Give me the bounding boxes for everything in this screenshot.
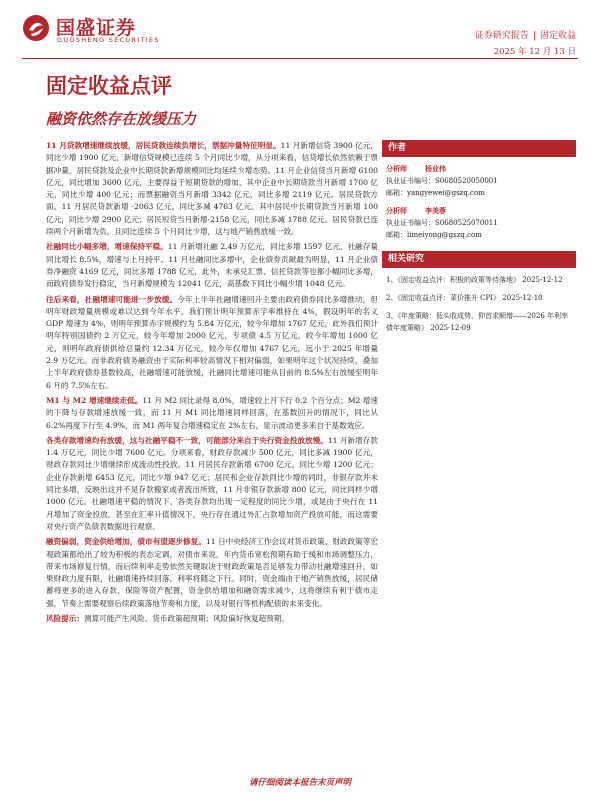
- header-separator: |: [532, 31, 536, 41]
- sidebar: [382, 140, 576, 340]
- author-email: limeiyong@gszq.com: [407, 231, 482, 239]
- report-type: 证券研究报告: [474, 31, 529, 41]
- related-date: 2025-12-09: [430, 324, 471, 332]
- paragraph-text: 11 月 M2 同比录得 8.0%，增速较上月下行 0.2 个百分点；M2 增速的下降与存款增速放缓一致，而 11 月 M1 同比增速同样回落，在基数回升的情况下，同比从 6.2%再度下行至 4.9%，而 M1 两年复合增速稳定在 2%左右，显示波动更多来自于基数效应。: [46, 395, 379, 430]
- paragraph-lead: M1 与 M2 增速继续走低。: [46, 395, 143, 405]
- report-date: 2025 年 12 月 13 日: [493, 47, 576, 57]
- authors-list: [382, 157, 576, 243]
- paragraph-text: 今年上半年社融增速回升主要由政府债券同比多增推动，但明年财政增量规模或难以达到今年水平，我们预计明年预算赤字率维持在 4%，假设明年的名义 GDP 增速为 4%，则明年预算赤字规模约为 5.84 万亿元，较今年增加 1767 亿元，此外我们预计明年特别国债约 2 万亿元，较今年增加 2000 亿元，专项债 4.5 万亿元，较今年增加 1000 亿元，则明年政府债供给总量约 12.34 万亿元，较今年仅增加 4767 亿元，远小于 2025 年增量 2.9 万亿元。而非政府债务融资由于实际利率较高情况下相对偏弱，如果明年这个状况持续，叠加上半年政府债券基数较高，社融增速可能放缓，社融同比增速可能从目前的 8.5%左右放缓至明年 6 月的 7.5%左右。: [46, 294, 379, 390]
- related-title: 1、《固定收益点评：积极的政策等待落地》: [386, 276, 520, 284]
- related-research-item[interactable]: [386, 292, 572, 304]
- author-license-row: [386, 217, 572, 229]
- paragraph-lead: 各类存款增速均有放缓，这与社融平稳不一致，可能部分来自于央行资金投放放慢。: [46, 435, 328, 445]
- email-label: 邮箱：: [386, 189, 407, 197]
- author-name-row: [386, 205, 572, 217]
- paragraph: [46, 140, 378, 238]
- authors-heading: 作者: [382, 140, 576, 157]
- report-class: 固定收益: [539, 31, 576, 41]
- author-email: yangyewei@gszq.com: [407, 189, 485, 197]
- author-name: 杨业伟: [425, 164, 446, 173]
- author-name: 李美蓉: [425, 206, 446, 215]
- paragraph-text: 11 日中央经济工作会议对货币政策、财政政策等宏观政策都给出了较为积极的表态定调，对债市来说，年内货币宽松预期有助于缓和市场调整压力，带来市场修复行情，而后续利率走势依然关键取决于财政政策是否足够发力带动社融增速回升，如果财政力度有限，社融增速持续回落，利率将随之下行。同时，资金端由于地产销售放缓，居民储蓄将更多的进入存款、保险等资产配置，资金供给增加和融资需求减少，这将继续有利于债市走强，节奏上需要观察后续政策落地节奏和力度，以及对银行等机构配债的未来变化。: [46, 537, 379, 608]
- author-license-row: [386, 175, 572, 187]
- license-number: S0680525070011: [435, 219, 498, 227]
- email-label: 邮箱：: [386, 231, 407, 239]
- author-role: 分析师: [386, 164, 407, 173]
- paragraph-lead: 风险提示：: [46, 613, 84, 623]
- logo-mark-icon: [22, 14, 50, 42]
- license-label: 执业证书编号：: [386, 219, 435, 227]
- related-research-item[interactable]: [386, 274, 572, 286]
- header-divider: [22, 58, 578, 59]
- related-research-list: [382, 268, 576, 334]
- paragraph: [46, 294, 378, 392]
- related-title: 3、《年度策略：低头收成势，仰首求顺增——2026 年利率债年度策略》: [386, 312, 568, 332]
- paragraph-lead: 往后来看，社融增速可能进一步放缓。: [46, 294, 178, 304]
- paragraph-lead: 融资偏弱，资金供给增加，债市有望逐步修复。: [46, 537, 206, 547]
- paragraph: [46, 395, 378, 432]
- page-subtitle: 融资依然存在放缓压力: [46, 110, 197, 128]
- paragraph: [46, 536, 378, 610]
- paragraph-text: 11 月新增信贷 3900 亿元，同比少增 1900 亿元，新增信贷规模已连续 5 个月同比少增，从分项来看，信贷增长依然依赖于票据冲量，居民贷款及企业中长期贷款新增规模同比均延续少增态势。11 月企业信贷当月新增 6100 亿元，同比增加 3600 亿元，主要得益于短期贷款的增加，其中企业中长期贷款当月新增 1700 亿元，同比少增 400 亿元；而票据融资当月新增 3342 亿元，同比多增 2119 亿元。居民贷款方面，11 月居民贷款新增 -2063 亿元，同比多减 4763 亿元。其中居民中长期贷款当月新增 100 亿元，同比少增 2900 亿元；居民短贷当月新增-2158 亿元，同比多减 1788 亿元。居民贷款已连续两个月新增为负，且同比连续 5 个月同比少增，这与地产销售放缓一致。: [46, 141, 378, 237]
- paragraph-lead: 社融同比小幅多增，增速保持平稳。: [46, 242, 168, 252]
- license-label: 执业证书编号：: [386, 177, 435, 185]
- paragraph-text: 11 月新增存款 1.4 万亿元，同比少增 7600 亿元。分项来看，财政存款减少 500 亿元，同比多减 1900 亿元，财政存款同比少增继续形成流动性投放。11 月居民存款新增 6700 亿元，同比少增 1200 亿元；企业存款新增 6453 亿元，同比少增 947 亿元；居民和企业存款同比少增的同时，非银存款并未同比多增，反映出这并不是存款搬家或者流出所致，11 月非银存款新增 800 亿元，同比同样少增 1000 亿元。社融增速平稳的情况下，各类存款均出现一定程度的同比少增，或是由于央行在 11 月增加了资金投放。甚至在汇率升值情况下，央行存在通过外汇占款增加资产投放可能，而这需要对央行资产负债表数据进行观察。: [46, 435, 379, 531]
- related-title: 2、《固定收益点评：菜价推升 CPI》: [386, 294, 501, 302]
- company-logo: [22, 12, 172, 46]
- author-email-row: [386, 229, 572, 241]
- related-date: 2025-12-10: [502, 294, 543, 302]
- logo-text-en: GUOSHENG SECURITIES: [57, 36, 160, 44]
- report-category: [475, 28, 576, 41]
- related-research-item[interactable]: [386, 310, 572, 334]
- paragraph: [46, 435, 378, 533]
- license-number: S0680520050001: [435, 177, 498, 185]
- footer-disclaimer: 请仔细阅读本报告末页声明: [248, 778, 351, 788]
- related-research-heading: 相关研究: [382, 251, 576, 268]
- page-title: 固定收益点评: [46, 74, 172, 98]
- paragraph: [46, 241, 378, 290]
- author-name-row: [386, 163, 572, 175]
- paragraph-lead: 11 月贷款增速继续放缓，居民贷款连续负增长，票据冲量特征明显。: [46, 141, 281, 150]
- paragraph-text: 11 月新增社融 2.49 万亿元，同比多增 1597 亿元，社融存量同比增长 8.5%，增速与上月持平。11 月社融同比多增中，企业债券贡献最为明显，11 月企业债券净融资 4169 亿元，同比多增 1788 亿元，此外，未承兑汇票、信托贷款等也都小幅同比多增，而政府债券发行稳定，当月新增规模为 12041 亿元，高基数下同比小幅少增 1048 亿元。: [46, 242, 378, 289]
- logo-text-cn: 国盛证券: [56, 17, 137, 39]
- related-date: 2025-12-12: [522, 276, 563, 284]
- author-email-row: [386, 187, 572, 199]
- report-body: [46, 140, 378, 628]
- paragraph-text: 测算可能产生风险、货币政策超预期；风险偏好恢复超预期。: [83, 613, 289, 623]
- risk-warning: [46, 613, 378, 625]
- author-role: 分析师: [386, 206, 407, 215]
